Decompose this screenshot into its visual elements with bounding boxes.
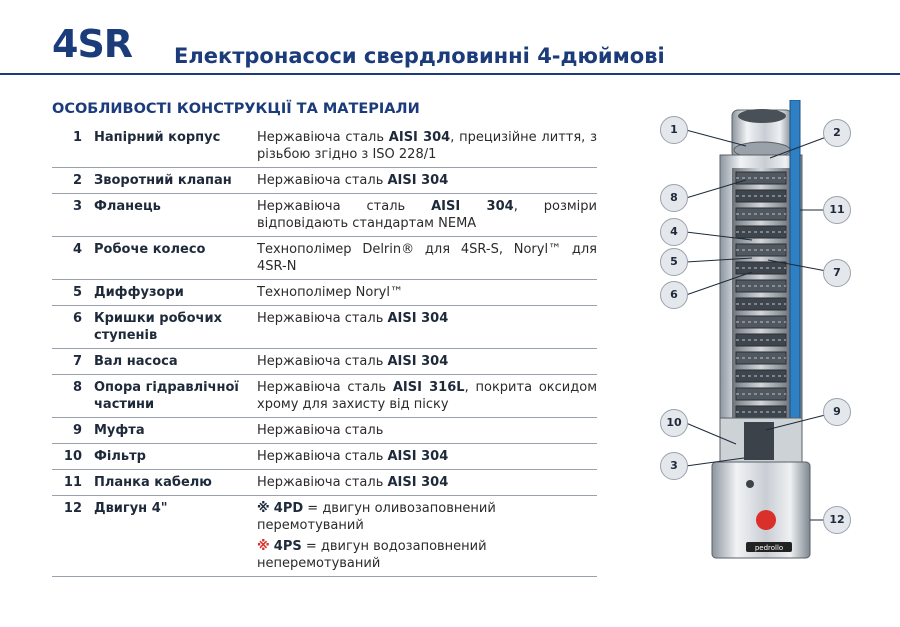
part-material — [257, 470, 597, 496]
material-text: Нержавіюча сталь — [257, 354, 388, 369]
part-name: Фланець — [94, 194, 257, 237]
part-material — [257, 168, 597, 194]
section-title: ОСОБЛИВОСТІ КОНСТРУКЦІЇ ТА МАТЕРІАЛИ — [52, 101, 420, 117]
callout-label: 8 — [670, 191, 678, 204]
part-material — [257, 496, 597, 577]
callout-12 — [823, 506, 851, 534]
pump-logo: pedrollo — [754, 544, 784, 552]
part-name: Робоче колесо — [94, 237, 257, 280]
material-note: , покрита оксидом хрому для захисту від піску — [257, 380, 597, 412]
material-grade: AISI 304 — [387, 475, 449, 490]
callout-4 — [660, 218, 688, 246]
row-number: 6 — [52, 306, 94, 349]
row-number: 1 — [52, 125, 94, 168]
row-number: 9 — [52, 418, 94, 444]
asterism-mark: ※ — [257, 501, 270, 516]
row-number: 8 — [52, 375, 94, 418]
material-text: Нержавіюча сталь — [257, 380, 393, 395]
cable-guard — [790, 100, 800, 450]
table-row — [52, 444, 597, 470]
callout-11 — [823, 196, 851, 224]
asterism-mark: ※ — [257, 539, 270, 554]
table-row — [52, 125, 597, 168]
part-name: Напірний корпус — [94, 125, 257, 168]
callout-label: 11 — [829, 203, 845, 216]
part-name: Кришки робочих ступенів — [94, 306, 257, 349]
material-text: Технополімер Noryl™ — [257, 285, 403, 300]
page-title: Електронасоси свердловинні 4-дюймові — [174, 44, 665, 68]
callout-label: 7 — [833, 266, 841, 279]
material-note: , розміри відповідають стандартам NEMA — [257, 199, 597, 231]
callout-label: 2 — [833, 126, 841, 139]
row-number: 2 — [52, 168, 94, 194]
header — [0, 0, 900, 76]
table-row — [52, 280, 597, 306]
material-text: Нержавіюча сталь — [257, 475, 388, 490]
callout-9 — [823, 398, 851, 426]
row-number: 4 — [52, 237, 94, 280]
row-number: 3 — [52, 194, 94, 237]
part-material — [257, 444, 597, 470]
material-grade: AISI 304 — [387, 173, 449, 188]
material-text: Технополімер Delrin® для 4SR-S, Noryl™ для 4SR-N — [257, 242, 597, 274]
material-note: , прецизійне лиття, з різьбою згідно з ISO 228/1 — [257, 130, 597, 162]
row-number: 5 — [52, 280, 94, 306]
callout-label: 3 — [670, 459, 678, 472]
material-grade: AISI 304 — [388, 130, 451, 145]
spec-table — [52, 125, 597, 577]
row-number: 7 — [52, 349, 94, 375]
callout-7 — [823, 259, 851, 287]
part-material — [257, 418, 597, 444]
callout-10 — [660, 409, 688, 437]
part-name: Фільтр — [94, 444, 257, 470]
callout-label: 9 — [833, 405, 841, 418]
callout-label: 12 — [829, 513, 845, 526]
table-row — [52, 306, 597, 349]
material-grade: AISI 304 — [387, 449, 449, 464]
motor-option — [257, 538, 597, 572]
callout-label: 1 — [670, 123, 678, 136]
part-name: Планка кабелю — [94, 470, 257, 496]
part-material — [257, 237, 597, 280]
callout-5 — [660, 248, 688, 276]
header-rule — [0, 73, 900, 75]
part-material — [257, 125, 597, 168]
row-number: 11 — [52, 470, 94, 496]
part-material — [257, 349, 597, 375]
callout-3 — [660, 452, 688, 480]
pump-illustration — [640, 100, 900, 570]
callout-6 — [660, 281, 688, 309]
material-grade: AISI 304 — [387, 311, 449, 326]
material-grade: AISI 316L — [392, 380, 465, 395]
table-row — [52, 168, 597, 194]
part-material — [257, 280, 597, 306]
part-name: Зворотний клапан — [94, 168, 257, 194]
callout-label: 5 — [670, 255, 678, 268]
callout-label: 4 — [670, 225, 678, 238]
material-text: Нержавіюча сталь — [257, 173, 388, 188]
callout-2 — [823, 119, 851, 147]
part-name: Вал насоса — [94, 349, 257, 375]
material-text: Нержавіюча сталь — [257, 423, 384, 438]
callout-label: 10 — [666, 416, 682, 429]
product-code: 4SR — [52, 22, 133, 66]
motor-option — [257, 500, 597, 534]
table-row — [52, 237, 597, 280]
table-row — [52, 375, 597, 418]
part-material — [257, 306, 597, 349]
material-grade: AISI 304 — [431, 199, 514, 214]
motor-description: = двигун водозаповнений неперемотуваний — [257, 539, 487, 571]
part-material — [257, 375, 597, 418]
table-row — [52, 418, 597, 444]
table-row — [52, 470, 597, 496]
callout-8 — [660, 184, 688, 212]
material-text: Нержавіюча сталь — [257, 311, 388, 326]
motor-code: 4PS — [273, 539, 302, 554]
table-row-motor — [52, 496, 597, 577]
motor-description: = двигун оливозаповнений перемотуваний — [257, 501, 496, 533]
table-row — [52, 349, 597, 375]
table-row — [52, 194, 597, 237]
part-name: Диффузори — [94, 280, 257, 306]
part-name: Опора гідравлічної частини — [94, 375, 257, 418]
material-text: Нержавіюча сталь — [257, 449, 388, 464]
material-text: Нержавіюча сталь — [257, 199, 432, 214]
part-name: Муфта — [94, 418, 257, 444]
part-material — [257, 194, 597, 237]
material-text: Нержавіюча сталь — [257, 130, 389, 145]
part-name: Двигун 4" — [94, 496, 257, 577]
motor-code: 4PD — [273, 501, 304, 516]
row-number: 12 — [52, 496, 94, 577]
material-grade: AISI 304 — [387, 354, 449, 369]
callout-label: 6 — [670, 288, 678, 301]
row-number: 10 — [52, 444, 94, 470]
callout-1 — [660, 116, 688, 144]
